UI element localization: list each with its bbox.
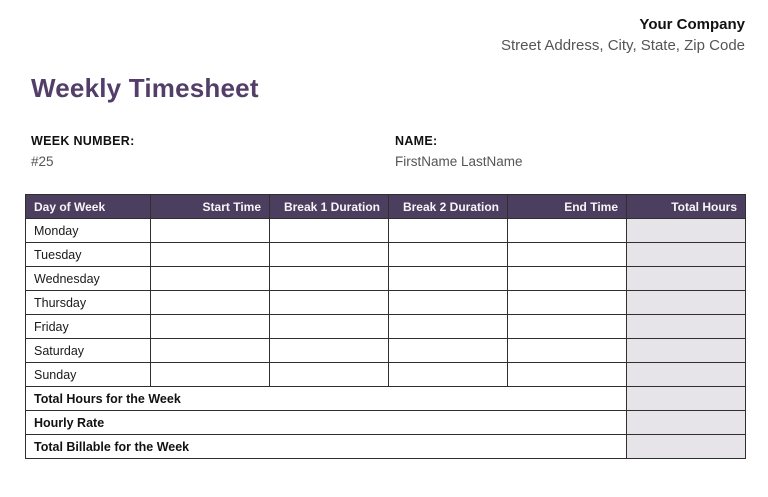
total-hours-cell	[627, 315, 746, 339]
end-time-cell[interactable]	[508, 363, 627, 387]
total-hours-cell	[627, 339, 746, 363]
week-number-value: #25	[31, 154, 54, 169]
start-time-cell[interactable]	[151, 219, 270, 243]
start-time-cell[interactable]	[151, 291, 270, 315]
break1-cell[interactable]	[270, 291, 389, 315]
table-row-sunday	[26, 363, 746, 387]
summary-value-cell	[627, 387, 746, 411]
timesheet-table	[25, 194, 746, 459]
table-header-row	[26, 195, 746, 219]
end-time-cell[interactable]	[508, 267, 627, 291]
break2-cell[interactable]	[389, 339, 508, 363]
start-time-cell[interactable]	[151, 243, 270, 267]
col-header-day-of-week: Day of Week	[26, 195, 151, 219]
break1-cell[interactable]	[270, 315, 389, 339]
day-label-cell: Saturday	[26, 339, 151, 363]
summary-value-cell	[627, 435, 746, 459]
end-time-cell[interactable]	[508, 243, 627, 267]
name-field	[395, 134, 523, 169]
break1-cell[interactable]	[270, 267, 389, 291]
name-value: FirstName LastName	[395, 154, 523, 169]
break2-cell[interactable]	[389, 363, 508, 387]
col-header-end-time: End Time	[508, 195, 627, 219]
summary-label-cell: Hourly Rate	[26, 411, 627, 435]
name-label: NAME:	[395, 134, 438, 148]
company-name: Your Company	[639, 16, 745, 33]
start-time-cell[interactable]	[151, 339, 270, 363]
table-row-monday	[26, 219, 746, 243]
col-header-total-hours: Total Hours	[627, 195, 746, 219]
break1-cell[interactable]	[270, 243, 389, 267]
company-address: Street Address, City, State, Zip Code	[501, 37, 745, 54]
break1-cell[interactable]	[270, 339, 389, 363]
total-hours-cell	[627, 363, 746, 387]
summary-value-cell[interactable]	[627, 411, 746, 435]
end-time-cell[interactable]	[508, 315, 627, 339]
week-number-field	[31, 134, 135, 169]
break2-cell[interactable]	[389, 243, 508, 267]
day-label-cell: Monday	[26, 219, 151, 243]
table-row-tuesday	[26, 243, 746, 267]
page-title: Weekly Timesheet	[31, 73, 259, 103]
total-hours-cell	[627, 219, 746, 243]
col-header-break2-duration: Break 2 Duration	[389, 195, 508, 219]
start-time-cell[interactable]	[151, 363, 270, 387]
end-time-cell[interactable]	[508, 291, 627, 315]
table-row-friday	[26, 315, 746, 339]
break1-cell[interactable]	[270, 219, 389, 243]
day-label-cell: Wednesday	[26, 267, 151, 291]
table-row-wednesday	[26, 267, 746, 291]
week-number-label: WEEK NUMBER:	[31, 134, 135, 148]
summary-label-cell: Total Billable for the Week	[26, 435, 627, 459]
day-label-cell: Friday	[26, 315, 151, 339]
total-hours-cell	[627, 243, 746, 267]
col-header-start-time: Start Time	[151, 195, 270, 219]
summary-row-total-hours	[26, 387, 746, 411]
break2-cell[interactable]	[389, 267, 508, 291]
summary-row-total-billable	[26, 435, 746, 459]
table-row-thursday	[26, 291, 746, 315]
col-header-break1-duration: Break 1 Duration	[270, 195, 389, 219]
total-hours-cell	[627, 267, 746, 291]
summary-label-cell: Total Hours for the Week	[26, 387, 627, 411]
day-label-cell: Sunday	[26, 363, 151, 387]
end-time-cell[interactable]	[508, 219, 627, 243]
day-label-cell: Tuesday	[26, 243, 151, 267]
total-hours-cell	[627, 291, 746, 315]
break1-cell[interactable]	[270, 363, 389, 387]
table-row-saturday	[26, 339, 746, 363]
end-time-cell[interactable]	[508, 339, 627, 363]
break2-cell[interactable]	[389, 315, 508, 339]
start-time-cell[interactable]	[151, 267, 270, 291]
company-block	[501, 14, 745, 56]
break2-cell[interactable]	[389, 291, 508, 315]
summary-row-hourly-rate	[26, 411, 746, 435]
break2-cell[interactable]	[389, 219, 508, 243]
day-label-cell: Thursday	[26, 291, 151, 315]
start-time-cell[interactable]	[151, 315, 270, 339]
